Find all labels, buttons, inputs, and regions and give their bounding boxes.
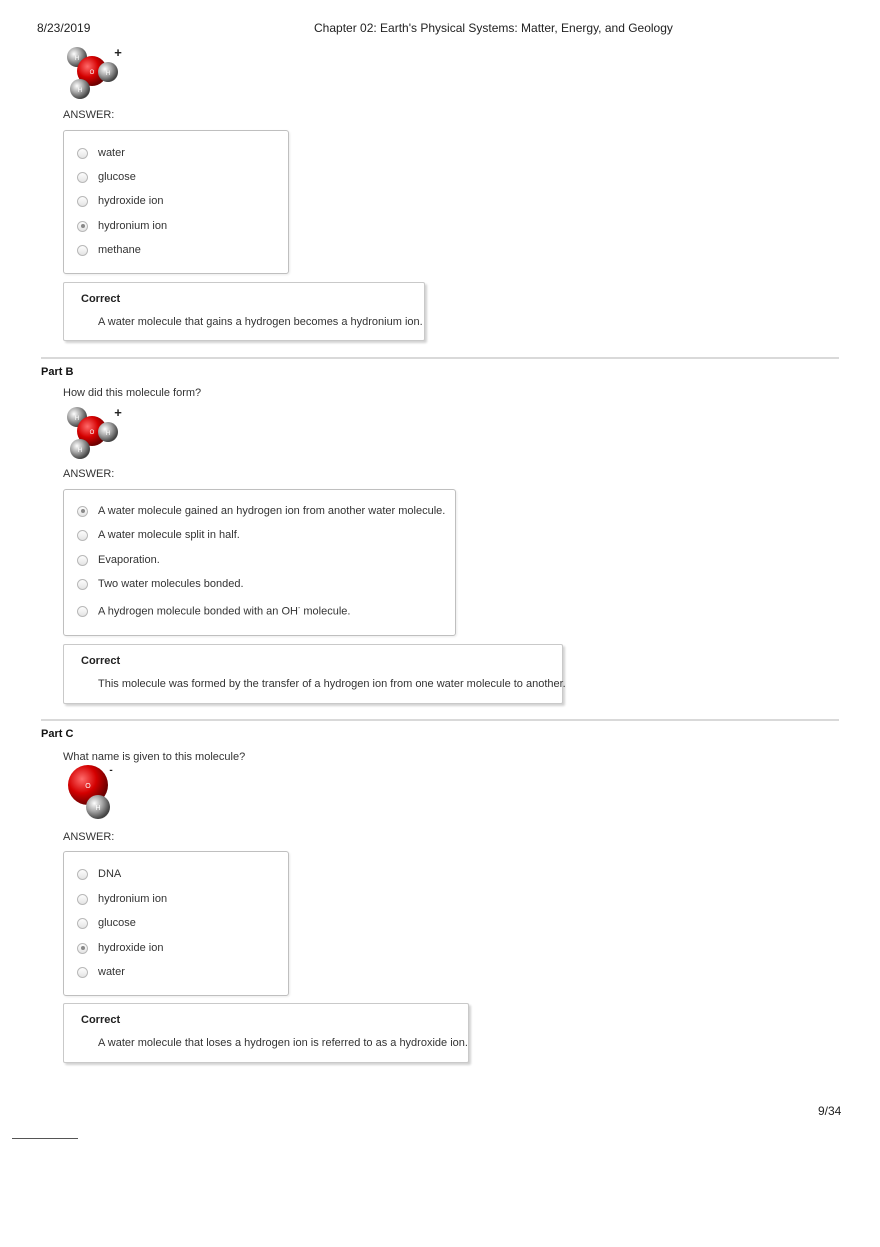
feedback-title: Correct [81,293,121,305]
charge-label: + [114,405,122,420]
atom-label: H [105,431,111,437]
page-number: 9/34 [818,1104,842,1118]
option-evaporation[interactable]: Evaporation. [77,552,160,568]
atom-label: H [74,416,80,422]
document-title: Chapter 02: Earth's Physical Systems: Matter, Energy, and Geology [314,21,673,35]
charge-label: + [114,45,122,60]
radio-button-selected[interactable] [77,943,88,954]
radio-button-selected[interactable] [77,221,88,232]
feedback-title: Correct [81,1014,121,1026]
part-b-question: How did this molecule form? [63,387,202,399]
feedback-message: This molecule was formed by the transfer of a hydrogen ion from one water molecule to another. [98,678,566,690]
hydroxide-molecule-image [64,763,120,821]
atom-label: O [89,70,95,76]
feedback-box-a [63,282,425,341]
option-dna[interactable]: DNA [77,866,121,882]
option-two-molecules-bonded[interactable]: Two water molecules bonded. [77,576,244,592]
radio-button[interactable] [77,606,88,617]
option-glucose[interactable]: glucose [77,915,136,931]
atom-label: H [95,805,101,812]
option-hydroxide-ion[interactable]: hydroxide ion [77,193,163,209]
answer-options-c [63,851,289,996]
hydronium-molecule-image-a [62,44,126,102]
radio-button-selected[interactable] [77,506,88,517]
answer-label-a: ANSWER: [63,109,115,121]
option-glucose[interactable]: glucose [77,169,136,185]
charge-label: - [109,765,113,776]
answer-options-b [63,489,456,636]
radio-button[interactable] [77,148,88,159]
footer-artifact-line [12,1138,78,1139]
option-water[interactable]: water [77,145,125,161]
answer-label-c: ANSWER: [63,831,115,843]
hydronium-molecule-image-b [62,404,126,462]
section-divider [41,357,839,359]
radio-button[interactable] [77,869,88,880]
radio-button[interactable] [77,172,88,183]
radio-button[interactable] [77,967,88,978]
atom-label: O [85,783,91,790]
feedback-message: A water molecule that gains a hydrogen becomes a hydronium ion. [98,316,423,328]
radio-button[interactable] [77,530,88,541]
atom-label: H [77,88,83,94]
radio-button[interactable] [77,555,88,566]
option-hydronium-ion[interactable]: hydronium ion [77,891,167,907]
option-split-in-half[interactable]: A water molecule split in half. [77,527,240,543]
atom-label: H [105,71,111,77]
feedback-title: Correct [81,655,121,667]
answer-options-a [63,130,289,274]
radio-button[interactable] [77,245,88,256]
feedback-message: A water molecule that loses a hydrogen ion is referred to as a hydroxide ion. [98,1037,468,1049]
option-methane[interactable]: methane [77,242,141,258]
option-hydrogen-bonded-oh[interactable]: A hydrogen molecule bonded with an OH- molecule. [77,603,350,619]
option-gained-hydrogen-ion[interactable]: A water molecule gained an hydrogen ion from another water molecule. [77,503,445,519]
print-date: 8/23/2019 [37,21,91,35]
radio-button[interactable] [77,894,88,905]
option-water[interactable]: water [77,964,125,980]
atom-label: O [89,430,95,436]
part-c-question: What name is given to this molecule? [63,751,246,763]
section-divider [41,719,839,721]
radio-button[interactable] [77,196,88,207]
option-hydroxide-ion[interactable]: hydroxide ion [77,940,163,956]
feedback-box-c [63,1003,469,1063]
atom-label: H [77,448,83,454]
part-c-label: Part C [41,728,74,740]
part-b-label: Part B [41,366,74,378]
radio-button[interactable] [77,918,88,929]
option-hydronium-ion[interactable]: hydronium ion [77,218,167,234]
feedback-box-b [63,644,566,704]
atom-label: H [74,56,80,62]
radio-button[interactable] [77,579,88,590]
answer-label-b: ANSWER: [63,468,115,480]
